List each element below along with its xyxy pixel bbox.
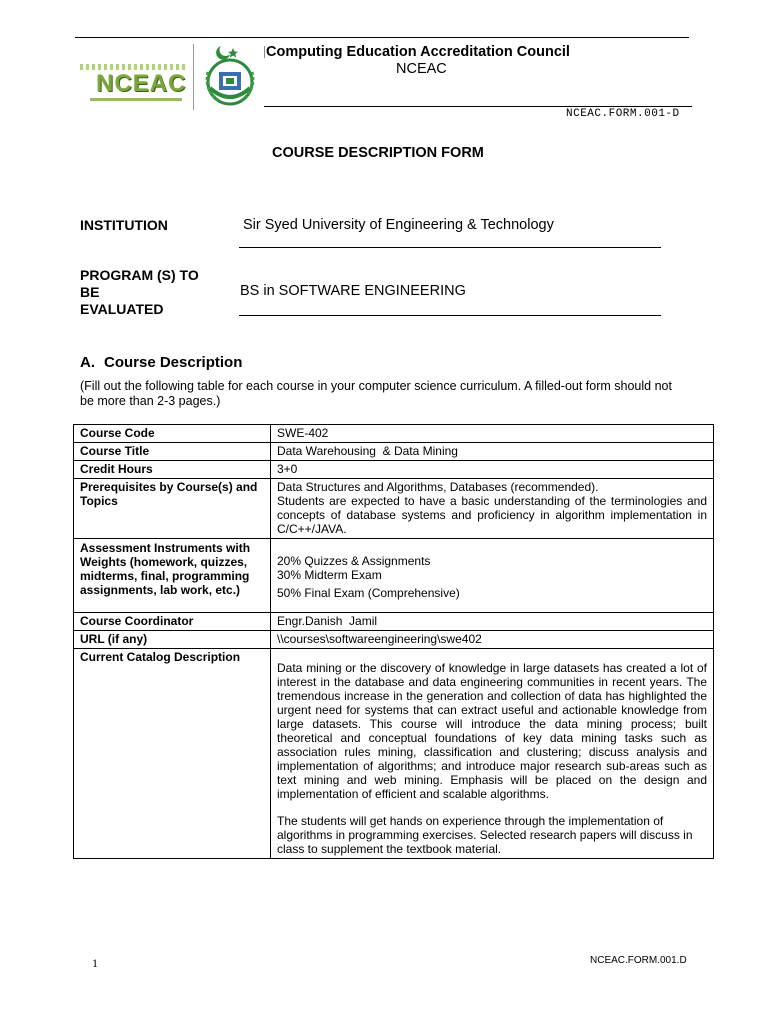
section-instructions: (Fill out the following table for each course in your computer science curriculum. A filled-out form should not be more than 2-3 pages.): [80, 379, 672, 408]
assessment-quizzes: 20% Quizzes & Assignments: [277, 554, 431, 568]
program-label-line2: BE: [80, 284, 100, 300]
credit-hours-value: 3+0: [271, 461, 714, 479]
page-number: 1: [92, 956, 98, 970]
course-code-value: SWE-402: [271, 425, 714, 443]
header-top-rule: [75, 37, 689, 38]
course-table: [73, 424, 714, 859]
prerequisites-courses: Data Structures and Algorithms, Databases (recommended).: [277, 480, 599, 494]
prerequisites-value: [271, 479, 714, 539]
assessment-midterm: 30% Midterm Exam: [277, 568, 382, 582]
prerequisites-label: Prerequisites by Course(s) and Topics: [74, 479, 271, 539]
table-row: [74, 425, 714, 443]
assessment-label: [74, 539, 271, 613]
assessment-label-text: Assessment Instruments with Weights (homework, quizzes, midterms, final, programming assignments, lab work, etc.): [80, 541, 251, 597]
section-letter: A.: [80, 354, 95, 371]
logo-separator: [193, 44, 194, 110]
course-code-label: Course Code: [74, 425, 271, 443]
hec-emblem: [199, 42, 261, 110]
council-name: Computing Education Accreditation Council: [266, 44, 570, 60]
nceac-logo-text: NCEAC: [96, 70, 187, 97]
table-row: [74, 461, 714, 479]
table-row: [74, 539, 714, 613]
credit-hours-label: Credit Hours: [74, 461, 271, 479]
course-title-label: Course Title: [74, 443, 271, 461]
header-bottom-rule: [264, 106, 692, 107]
form-code-header: NCEAC.FORM.001-D: [566, 108, 680, 120]
council-divider: [264, 46, 265, 58]
program-underline: [239, 315, 661, 316]
institution-underline: [239, 247, 661, 248]
catalog-label: Current Catalog Description: [74, 649, 271, 859]
url-label: URL (if any): [74, 631, 271, 649]
table-row: [74, 613, 714, 631]
table-row: [74, 631, 714, 649]
program-label-line3: EVALUATED: [80, 301, 164, 317]
form-code-footer: NCEAC.FORM.001.D: [590, 955, 687, 966]
table-row: [74, 649, 714, 859]
assessment-value: [271, 539, 714, 613]
table-row: [74, 479, 714, 539]
form-title: COURSE DESCRIPTION FORM: [272, 145, 484, 161]
council-abbreviation: NCEAC: [396, 61, 447, 77]
catalog-value: [271, 649, 714, 859]
catalog-paragraph-2: The students will get hands on experience through the implementation of algorithms in programming exercises. Selected research papers will discuss in class to supplement the textbook material.: [277, 814, 693, 856]
program-label-line1: PROGRAM (S) TO: [80, 267, 199, 283]
institution-label: INSTITUTION: [80, 217, 168, 233]
section-title: Course Description: [104, 354, 243, 371]
table-row: [74, 443, 714, 461]
nceac-logo: [80, 60, 188, 110]
assessment-final: 50% Final Exam (Comprehensive): [277, 586, 460, 600]
logo-underline: [90, 98, 182, 101]
url-value: \\courses\softwareengineering\swe402: [271, 631, 714, 649]
coordinator-value: Engr.Danish Jamil: [271, 613, 714, 631]
institution-value: Sir Syed University of Engineering & Technology: [243, 217, 554, 233]
program-value: BS in SOFTWARE ENGINEERING: [240, 283, 466, 299]
course-title-value: Data Warehousing & Data Mining: [271, 443, 714, 461]
catalog-paragraph-1: Data mining or the discovery of knowledge in large datasets has created a lot of interest in the database and data engineering communities in recent years. The tremendous increase in the generation and collection of data has highlighted the urgent need for systems that can extract useful and actionable knowledge from large datasets. This course will introduce the data mining process; built theoretical and conceptual foundations of key data mining tasks such as association rules mining, classification and clustering; discuss analysis and implementation of algorithms; and introduce major research sub-areas such as text mining and web mining. Emphasis will be placed on the design and implementation of efficient and scalable algorithms.: [277, 661, 707, 801]
prerequisites-topics: Students are expected to have a basic understanding of the terminologies and concepts of database systems and proficiency in algorithm implementation in C/C++/JAVA.: [277, 494, 707, 536]
coordinator-label: Course Coordinator: [74, 613, 271, 631]
